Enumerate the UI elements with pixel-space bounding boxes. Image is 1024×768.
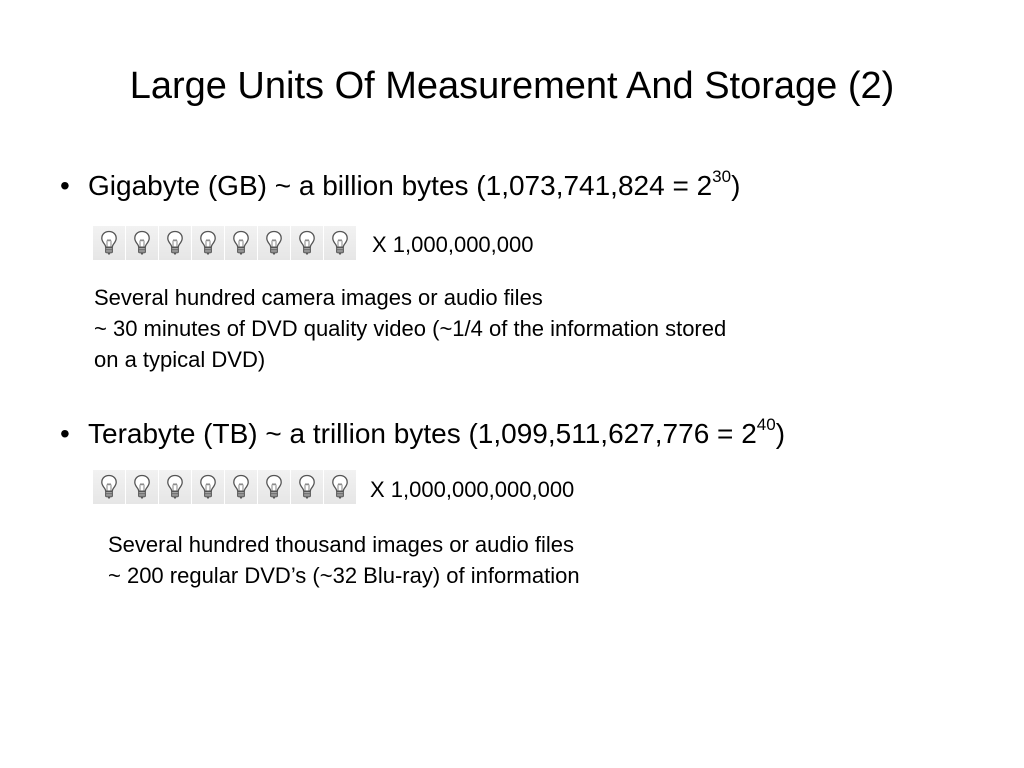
gigabyte-close-paren: ) — [731, 170, 741, 201]
terabyte-close-paren: ) — [775, 418, 786, 449]
lightbulb-icon — [192, 226, 225, 260]
gigabyte-description — [94, 282, 726, 375]
lightbulb-icon — [159, 470, 192, 504]
terabyte-description — [108, 529, 580, 591]
lightbulb-icon — [291, 226, 324, 260]
lightbulb-icon — [324, 470, 357, 504]
lightbulb-icon — [258, 226, 291, 260]
terabyte-description-line-2: ~ 200 regular DVD’s (~32 Blu-ray) of information — [108, 563, 580, 588]
lightbulb-icon — [126, 470, 159, 504]
gigabyte-description-line-2: ~ 30 minutes of DVD quality video (~1/4 of the information stored — [94, 316, 727, 341]
lightbulb-icon — [258, 470, 291, 504]
lightbulb-icon — [225, 470, 258, 504]
lightbulb-icon — [324, 226, 357, 260]
lightbulb-icon — [93, 470, 126, 504]
lightbulb-icon — [159, 226, 192, 260]
slide-title: Large Units Of Measurement And Storage (2) — [129, 65, 895, 107]
gigabyte-description-line-1: Several hundred camera images or audio files — [94, 285, 543, 310]
gigabyte-text: Gigabyte (GB) ~ a billion bytes (1,073,741,824 = 2 — [88, 170, 713, 201]
lightbulb-icon — [126, 226, 159, 260]
gigabyte-lightbulb-row — [93, 226, 357, 260]
terabyte-exponent: 40 — [756, 414, 776, 434]
terabyte-text: Terabyte (TB) ~ a trillion bytes (1,099,511,627,776 = 2 — [88, 418, 757, 449]
gigabyte-exponent: 30 — [712, 166, 732, 186]
lightbulb-icon — [192, 470, 225, 504]
gigabyte-description-line-3: on a typical DVD) — [94, 347, 266, 372]
terabyte-multiplier: X 1,000,000,000,000 — [370, 477, 575, 502]
terabyte-description-line-1: Several hundred thousand images or audio files — [108, 532, 574, 557]
terabyte-bullet — [60, 416, 785, 452]
lightbulb-icon — [291, 470, 324, 504]
lightbulb-icon — [225, 226, 258, 260]
bullet-dot: • — [60, 418, 70, 449]
lightbulb-icon — [93, 226, 126, 260]
gigabyte-bullet — [60, 168, 740, 204]
bullet-dot: • — [60, 170, 70, 201]
gigabyte-multiplier: X 1,000,000,000 — [372, 232, 534, 257]
terabyte-lightbulb-row — [93, 470, 357, 504]
